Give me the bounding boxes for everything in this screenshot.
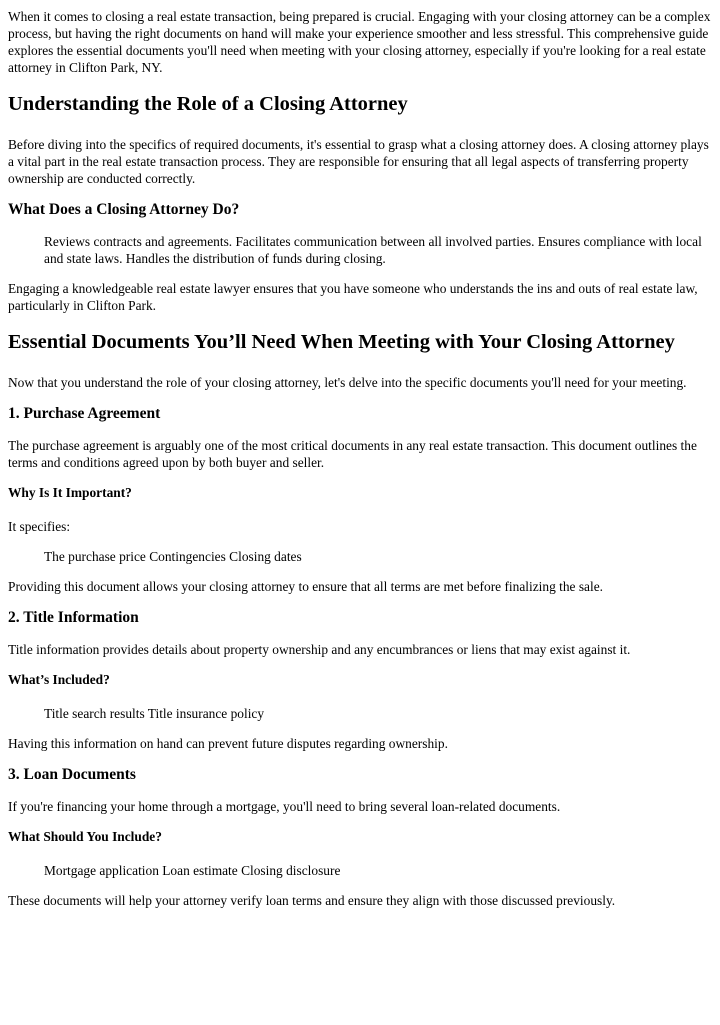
section-heading-documents: Essential Documents You’ll Need When Meeting with Your Closing Attorney xyxy=(8,331,675,353)
article xyxy=(0,8,720,909)
title-paragraph-2: Having this information on hand can prevent future disputes regarding ownership. xyxy=(8,736,448,751)
intro-paragraph: When it comes to closing a real estate transaction, being prepared is crucial. Engaging with your closing attorney can be a complex process, but having the right documents on hand will make your experience smoother and less stressful. This comprehensive guide explores the essential documents you'll need when meeting with your closing attorney, especially if you're looking for a real estate attorney in Clifton Park, NY. xyxy=(8,9,711,75)
loan-list: Mortgage application Loan estimate Closing disclosure xyxy=(44,863,341,878)
purchase-paragraph-2: Providing this document allows your closing attorney to ensure that all terms are met before finalizing the sale. xyxy=(8,579,603,594)
purchase-lead: It specifies: xyxy=(8,519,71,534)
role-paragraph-2: Engaging a knowledgeable real estate lawyer ensures that you have someone who understands the ins and outs of real estate law, particularly in Clifton Park. xyxy=(8,281,698,313)
heading-purchase-agreement: 1. Purchase Agreement xyxy=(8,405,161,422)
heading-title-information: 2. Title Information xyxy=(8,609,139,626)
role-paragraph: Before diving into the specifics of required documents, it's essential to grasp what a closing attorney does. A closing attorney plays a vital part in the real estate transaction process. They are responsible for ensuring that all legal aspects of transferring property ownership are conducted correctly. xyxy=(8,137,709,186)
documents-paragraph: Now that you understand the role of your closing attorney, let's delve into the specific documents you'll need for your meeting. xyxy=(8,375,687,390)
title-paragraph: Title information provides details about property ownership and any encumbrances or liens that may exist against it. xyxy=(8,642,631,657)
subheading-whats-included: What’s Included? xyxy=(8,672,110,687)
subheading-why-important: Why Is It Important? xyxy=(8,485,132,500)
loan-paragraph: If you're financing your home through a mortgage, you'll need to bring several loan-related documents. xyxy=(8,799,561,814)
duties-list: Reviews contracts and agreements. Facilitates communication between all involved parties. Ensures compliance with local and state laws. Handles the distribution of funds during closing. xyxy=(44,234,702,266)
subheading-what-does: What Does a Closing Attorney Do? xyxy=(8,201,240,218)
purchase-list: The purchase price Contingencies Closing dates xyxy=(44,549,302,564)
subheading-what-include: What Should You Include? xyxy=(8,829,162,844)
title-list: Title search results Title insurance policy xyxy=(44,706,265,721)
purchase-paragraph: The purchase agreement is arguably one of the most critical documents in any real estate transaction. This document outlines the terms and conditions agreed upon by both buyer and seller. xyxy=(8,438,697,470)
section-heading-role: Understanding the Role of a Closing Attorney xyxy=(8,93,408,115)
loan-paragraph-2: These documents will help your attorney verify loan terms and ensure they align with those discussed previously. xyxy=(8,893,616,908)
heading-loan-documents: 3. Loan Documents xyxy=(8,766,136,783)
